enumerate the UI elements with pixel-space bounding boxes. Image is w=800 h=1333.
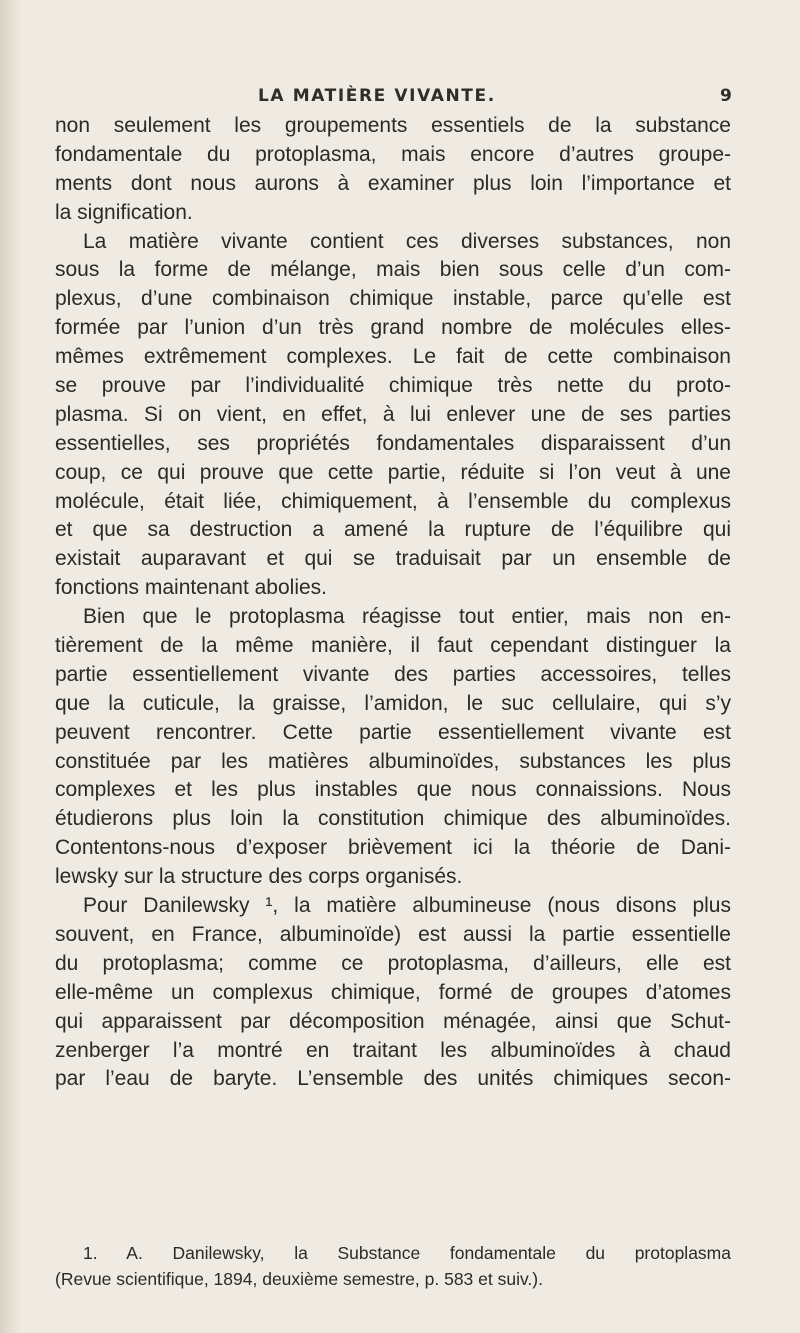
text-line: qui apparaissent par décomposition ménagée, ainsi que Schut- — [55, 1009, 731, 1033]
text-line: complexes et les plus instables que nous connaissions. Nous — [55, 778, 731, 802]
footnote-line: (Revue scientifique, 1894, deuxième semestre, p. 583 et suiv.). — [55, 1269, 543, 1289]
text-line: et que sa destruction a amené la rupture de l’équilibre qui — [55, 518, 731, 542]
text-line: la signification. — [55, 200, 193, 224]
text-line: plasma. Si on vient, en effet, à lui enlever une de ses parties — [55, 402, 731, 426]
text-line: lewsky sur la structure des corps organisés. — [55, 865, 463, 889]
text-line: mêmes extrêmement complexes. Le fait de cette combinaison — [55, 345, 731, 369]
text-line: fondamentale du protoplasma, mais encore d’autres groupe- — [55, 142, 731, 166]
text-line: que la cuticule, la graisse, l’amidon, le suc cellulaire, qui s’y — [55, 691, 731, 715]
text-line: se prouve par l’individualité chimique très nette du proto- — [55, 374, 731, 398]
text-line: coup, ce qui prouve que cette partie, réduite si l’on veut à une — [55, 460, 731, 484]
paragraph-start-line: Pour Danilewsky ¹, la matière albumineuse (nous disons plus — [83, 894, 731, 918]
text-line: ments dont nous aurons à examiner plus loin l’importance et — [55, 171, 731, 195]
text-line: plexus, d’une combinaison chimique instable, parce qu’elle est — [55, 287, 731, 311]
footnote — [55, 1240, 731, 1292]
text-line: par l’eau de baryte. L’ensemble des unités chimiques secon- — [55, 1067, 731, 1091]
text-line: elle-même un complexus chimique, formé de groupes d’atomes — [55, 980, 731, 1004]
text-line: fonctions maintenant abolies. — [55, 576, 328, 600]
page-number: 9 — [720, 86, 732, 106]
footnote-line: 1. A. Danilewsky, la Substance fondamentale du protoplasma — [83, 1243, 731, 1263]
text-line: sous la forme de mélange, mais bien sous celle d’un com- — [55, 258, 731, 282]
page-gutter-shadow — [0, 0, 22, 1333]
text-line: peuvent rencontrer. Cette partie essentiellement vivante est — [55, 720, 731, 744]
page-header — [0, 86, 800, 110]
body-text — [55, 112, 731, 1094]
text-line: partie essentiellement vivante des parties accessoires, telles — [55, 662, 731, 686]
text-line: Contentons-nous d’exposer brièvement ici la théorie de Dani- — [55, 836, 731, 860]
text-line: zenberger l’a montré en traitant les albuminoïdes à chaud — [55, 1038, 731, 1062]
text-line: du protoplasma; comme ce protoplasma, d’ailleurs, elle est — [55, 951, 731, 975]
text-line: étudierons plus loin la constitution chimique des albuminoïdes. — [55, 807, 731, 831]
running-title: LA MATIÈRE VIVANTE. — [258, 86, 496, 106]
paragraph-start-line: La matière vivante contient ces diverses substances, non — [83, 229, 731, 253]
text-line: tièrement de la même manière, il faut cependant distinguer la — [55, 634, 731, 658]
text-line: formée par l’union d’un très grand nombre de molécules elles- — [55, 316, 731, 340]
text-line: essentielles, ses propriétés fondamentales disparaissent d’un — [55, 431, 731, 455]
text-line: souvent, en France, albuminoïde) est aussi la partie essentielle — [55, 922, 731, 946]
text-line: molécule, était liée, chimiquement, à l’ensemble du complexus — [55, 489, 731, 513]
text-line: non seulement les groupements essentiels de la substance — [55, 114, 731, 137]
text-line: existait auparavant et qui se traduisait par un ensemble de — [55, 547, 731, 571]
text-line: constituée par les matières albuminoïdes, substances les plus — [55, 749, 731, 773]
paragraph-start-line: Bien que le protoplasma réagisse tout entier, mais non en- — [83, 605, 731, 629]
